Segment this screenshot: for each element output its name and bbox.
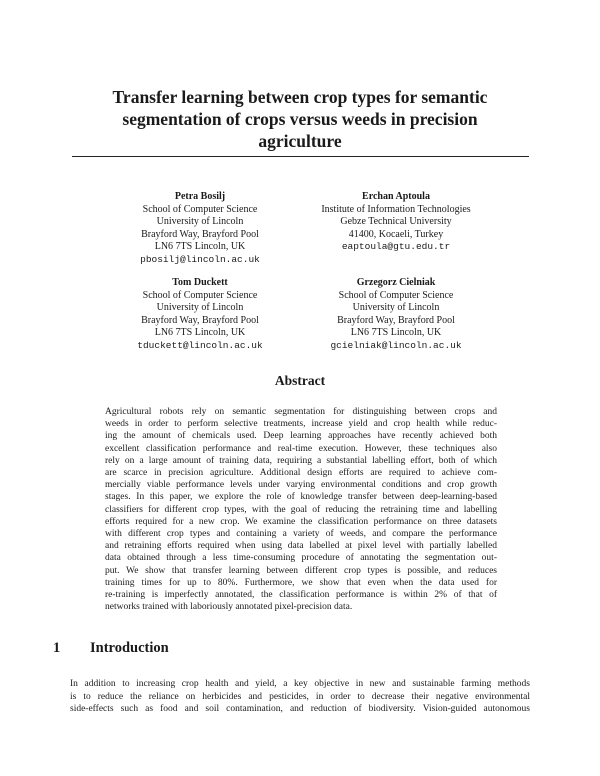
introduction-body bbox=[70, 678, 530, 716]
title-rule bbox=[72, 156, 529, 157]
author-name: Tom Duckett bbox=[172, 277, 228, 288]
author-affiliation-line: LN6 7TS Lincoln, UK bbox=[154, 241, 246, 253]
author-block-aptoula bbox=[296, 191, 496, 254]
abstract-line: classifiers for different crop types, with the goal of reducing the retraining time and labelling bbox=[105, 504, 497, 515]
title-line: Transfer learning between crop types for semantic bbox=[112, 87, 488, 107]
title-line: agriculture bbox=[258, 131, 342, 151]
author-name: Erchan Aptoula bbox=[362, 191, 430, 202]
abstract-line: re-training is imperfectly annotated, the classification performance is within 2% of that of bbox=[105, 590, 497, 601]
abstract-line: excellent classification performance and real-time execution. However, these techniques also bbox=[105, 443, 497, 454]
author-email: gcielniak@lincoln.ac.uk bbox=[330, 339, 462, 351]
paper-title bbox=[60, 86, 540, 152]
author-affiliation-line: University of Lincoln bbox=[352, 302, 440, 314]
abstract-heading: Abstract bbox=[274, 373, 326, 388]
abstract-line: efforts required for a new crop. We examine the classification performance on three datasets bbox=[105, 516, 497, 527]
intro-line: is to reduce the reliance on herbicides and pesticides, in order to decrease their negative environmental bbox=[70, 691, 530, 702]
author-affiliation-line: Brayford Way, Brayford Pool bbox=[141, 314, 259, 326]
abstract-line: networks trained with laboriously annotated pixel-precision data. bbox=[105, 602, 353, 613]
abstract-body bbox=[105, 406, 497, 613]
author-email: pbosilj@lincoln.ac.uk bbox=[140, 253, 260, 265]
intro-line: In addition to increasing crop health and yield, a key objective in new and sustainable farming methods bbox=[70, 679, 530, 689]
author-affiliation-line: Gebze Technical University bbox=[340, 216, 452, 228]
abstract-line: data obtained through a less time-consuming procedure of annotating the segmentation out- bbox=[105, 553, 497, 564]
abstract-line: mercially viable performance levels under varying environmental conditions and crop growth bbox=[105, 480, 497, 491]
author-affiliation-line: LN6 7TS Lincoln, UK bbox=[350, 327, 442, 339]
author-email: eaptoula@gtu.edu.tr bbox=[341, 241, 451, 253]
author-name: Grzegorz Cielniak bbox=[356, 277, 436, 288]
author-affiliation-line: School of Computer Science bbox=[142, 289, 258, 301]
author-affiliation-line: Institute of Information Technologies bbox=[321, 203, 471, 215]
section-heading bbox=[53, 640, 169, 657]
author-block-cielniak bbox=[296, 277, 496, 353]
abstract-line: stages. In this paper, we explore the role of knowledge transfer between deep-learning-based bbox=[105, 492, 497, 503]
author-affiliation-line: School of Computer Science bbox=[338, 289, 454, 301]
abstract-line: are scarce in precision agriculture. Additional design efforts are required to achieve com- bbox=[105, 468, 497, 479]
author-block-duckett bbox=[100, 277, 300, 353]
author-block-bosilj bbox=[100, 191, 300, 267]
author-name: Petra Bosilj bbox=[174, 191, 226, 202]
intro-line: side-effects such as food and soil contamination, and reduction of biodiversity. Vision-guided autonomous bbox=[70, 704, 530, 715]
author-affiliation-line: 41400, Kocaeli, Turkey bbox=[348, 228, 444, 240]
abstract-line: rely on a large amount of training data, requiring a substantial labelling effort, both of which bbox=[105, 455, 497, 466]
section-number: 1 bbox=[53, 640, 61, 656]
abstract-line: Agricultural robots rely on semantic segmentation for distinguishing between crops and bbox=[105, 407, 497, 417]
abstract-line: put. We show that transfer learning between different crop types is possible, and reduces bbox=[105, 565, 497, 576]
author-affiliation-line: Brayford Way, Brayford Pool bbox=[141, 228, 259, 240]
title-line: segmentation of crops versus weeds in precision bbox=[122, 109, 478, 129]
abstract-line: weeds in order to perform selective treatments, increase yield and crop health while reduc- bbox=[105, 419, 497, 430]
abstract-line: and retraining efforts required when using data labelled at pixel level with partially labelled bbox=[105, 541, 497, 552]
abstract-line: with different crop types and containing a variety of weeds, and compare the performance bbox=[105, 529, 497, 540]
abstract-line: ing the amount of chemicals used. Deep learning approaches have recently achieved both bbox=[105, 431, 497, 442]
author-affiliation-line: University of Lincoln bbox=[156, 302, 244, 314]
section-title-text: Introduction bbox=[90, 640, 169, 656]
author-email: tduckett@lincoln.ac.uk bbox=[137, 339, 263, 351]
abstract-line: training times for up to 80%. Furthermore, we show that even when the data used for bbox=[105, 577, 497, 588]
author-affiliation-line: LN6 7TS Lincoln, UK bbox=[154, 327, 246, 339]
author-affiliation-line: Brayford Way, Brayford Pool bbox=[337, 314, 455, 326]
author-affiliation-line: University of Lincoln bbox=[156, 216, 244, 228]
author-affiliation-line: School of Computer Science bbox=[142, 203, 258, 215]
